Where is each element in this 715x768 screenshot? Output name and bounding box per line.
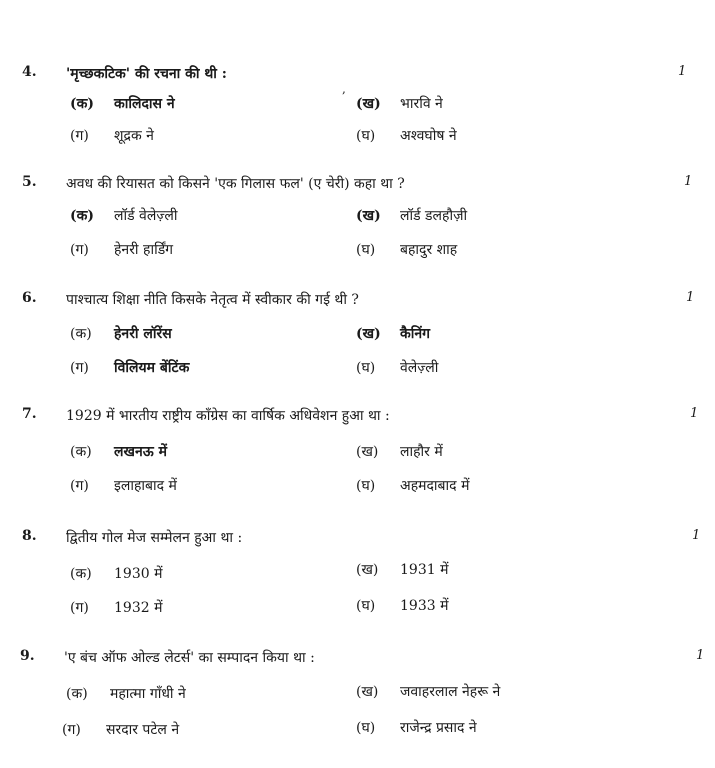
- option-gha: [356, 718, 477, 737]
- question-marks: 1: [686, 290, 695, 305]
- option-label: (ख): [356, 326, 381, 342]
- option-ga: [70, 598, 162, 617]
- question-number: 8.: [22, 528, 37, 544]
- option-label: (घ): [356, 478, 376, 494]
- option-text: सरदार पटेल ने: [106, 722, 180, 738]
- option-gha: [356, 126, 457, 145]
- option-ka: [70, 324, 172, 343]
- option-text: वेलेज़्ली: [400, 360, 439, 376]
- option-text: इलाहाबाद में: [114, 478, 177, 494]
- option-gha: [356, 476, 469, 495]
- option-label: (क): [70, 208, 94, 224]
- option-label: (ग): [70, 242, 89, 258]
- option-label: (क): [70, 566, 92, 582]
- option-text: बहादुर शाह: [400, 242, 458, 258]
- option-text: लॉर्ड डलहौज़ी: [400, 208, 468, 224]
- option-ga: [70, 240, 173, 259]
- option-label: (ग): [70, 128, 89, 144]
- option-label: (क): [70, 96, 94, 112]
- option-kha: [356, 324, 430, 343]
- question-text: पाश्चात्य शिक्षा नीति किसके नेतृत्व में स्वीकार की गई थी ?: [66, 292, 359, 308]
- option-label: (घ): [356, 128, 376, 144]
- question-number: 5.: [22, 174, 37, 190]
- option-text: राजेन्द्र प्रसाद ने: [400, 720, 477, 736]
- option-kha: [356, 560, 448, 579]
- question-number: 9.: [20, 648, 35, 664]
- option-text: महात्मा गाँधी ने: [110, 686, 186, 702]
- option-label: (ग): [62, 722, 81, 738]
- option-label: (ग): [70, 478, 89, 494]
- option-text: कालिदास ने: [114, 96, 175, 112]
- option-label: (क): [70, 444, 92, 460]
- option-ga: [70, 126, 154, 145]
- option-label: (घ): [356, 360, 376, 376]
- option-text: शूद्रक ने: [114, 128, 154, 144]
- question-text: अवध की रियासत को किसने 'एक गिलास फल' (ए चेरी) कहा था ?: [66, 176, 405, 192]
- question-text: 'मृच्छकटिक' की रचना की थी :: [66, 66, 227, 82]
- option-text: हेनरी हार्डिंग: [114, 242, 174, 258]
- option-text: विलियम बेंटिंक: [114, 360, 190, 376]
- option-ga: [70, 358, 189, 377]
- option-ka: [66, 684, 186, 703]
- option-gha: [356, 240, 457, 259]
- option-label: (ख): [356, 208, 381, 224]
- option-text: कैनिंग: [400, 326, 431, 342]
- option-text: 1931 में: [400, 562, 449, 578]
- question-text: 'ए बंच ऑफ ओल्ड लेटर्स' का सम्पादन किया था :: [64, 650, 315, 666]
- option-label: (घ): [356, 242, 376, 258]
- option-label: (ग): [70, 360, 89, 376]
- option-label: (ख): [356, 96, 381, 112]
- option-text: 1930 में: [114, 566, 163, 582]
- option-label: (क): [66, 686, 88, 702]
- question-marks: 1: [692, 528, 701, 543]
- option-text: जवाहरलाल नेहरू ने: [400, 684, 501, 700]
- option-ka: [70, 94, 175, 113]
- question-marks: 1: [678, 64, 687, 79]
- question-marks: 1: [696, 648, 705, 663]
- option-kha: [356, 94, 443, 113]
- option-label: (घ): [356, 720, 376, 736]
- option-label: (ख): [356, 444, 379, 460]
- option-text: हेनरी लॉरेंस: [114, 326, 172, 342]
- question-marks: 1: [690, 406, 699, 421]
- option-text: अश्वघोष ने: [400, 128, 457, 144]
- option-text: भारवि ने: [400, 96, 443, 112]
- option-text: लॉर्ड वेलेज़्ली: [114, 208, 178, 224]
- option-label: (ग): [70, 600, 89, 616]
- stray-mark: ,: [342, 82, 346, 96]
- option-gha: [356, 358, 438, 377]
- option-text: लाहौर में: [400, 444, 443, 460]
- option-ka: [70, 206, 177, 225]
- option-text: अहमदाबाद में: [400, 478, 470, 494]
- option-ka: [70, 564, 162, 583]
- question-text: द्वितीय गोल मेज सम्मेलन हुआ था :: [66, 530, 243, 546]
- option-label: (ख): [356, 684, 379, 700]
- option-kha: [356, 206, 467, 225]
- question-number: 7.: [22, 406, 37, 422]
- question-number: 4.: [22, 64, 37, 80]
- question-text: 1929 में भारतीय राष्ट्रीय कॉंग्रेस का वार्षिक अधिवेशन हुआ था :: [66, 408, 390, 424]
- option-label: (घ): [356, 598, 376, 614]
- option-label: (क): [70, 326, 92, 342]
- option-label: (ख): [356, 562, 379, 578]
- option-text: 1933 में: [400, 598, 449, 614]
- option-text: 1932 में: [114, 600, 163, 616]
- option-ga: [70, 476, 177, 495]
- option-kha: [356, 442, 443, 461]
- option-ka: [70, 442, 167, 461]
- option-gha: [356, 596, 448, 615]
- option-text: लखनऊ में: [114, 444, 167, 460]
- option-ga: [62, 720, 179, 739]
- question-marks: 1: [684, 174, 693, 189]
- option-kha: [356, 682, 500, 701]
- question-number: 6.: [22, 290, 37, 306]
